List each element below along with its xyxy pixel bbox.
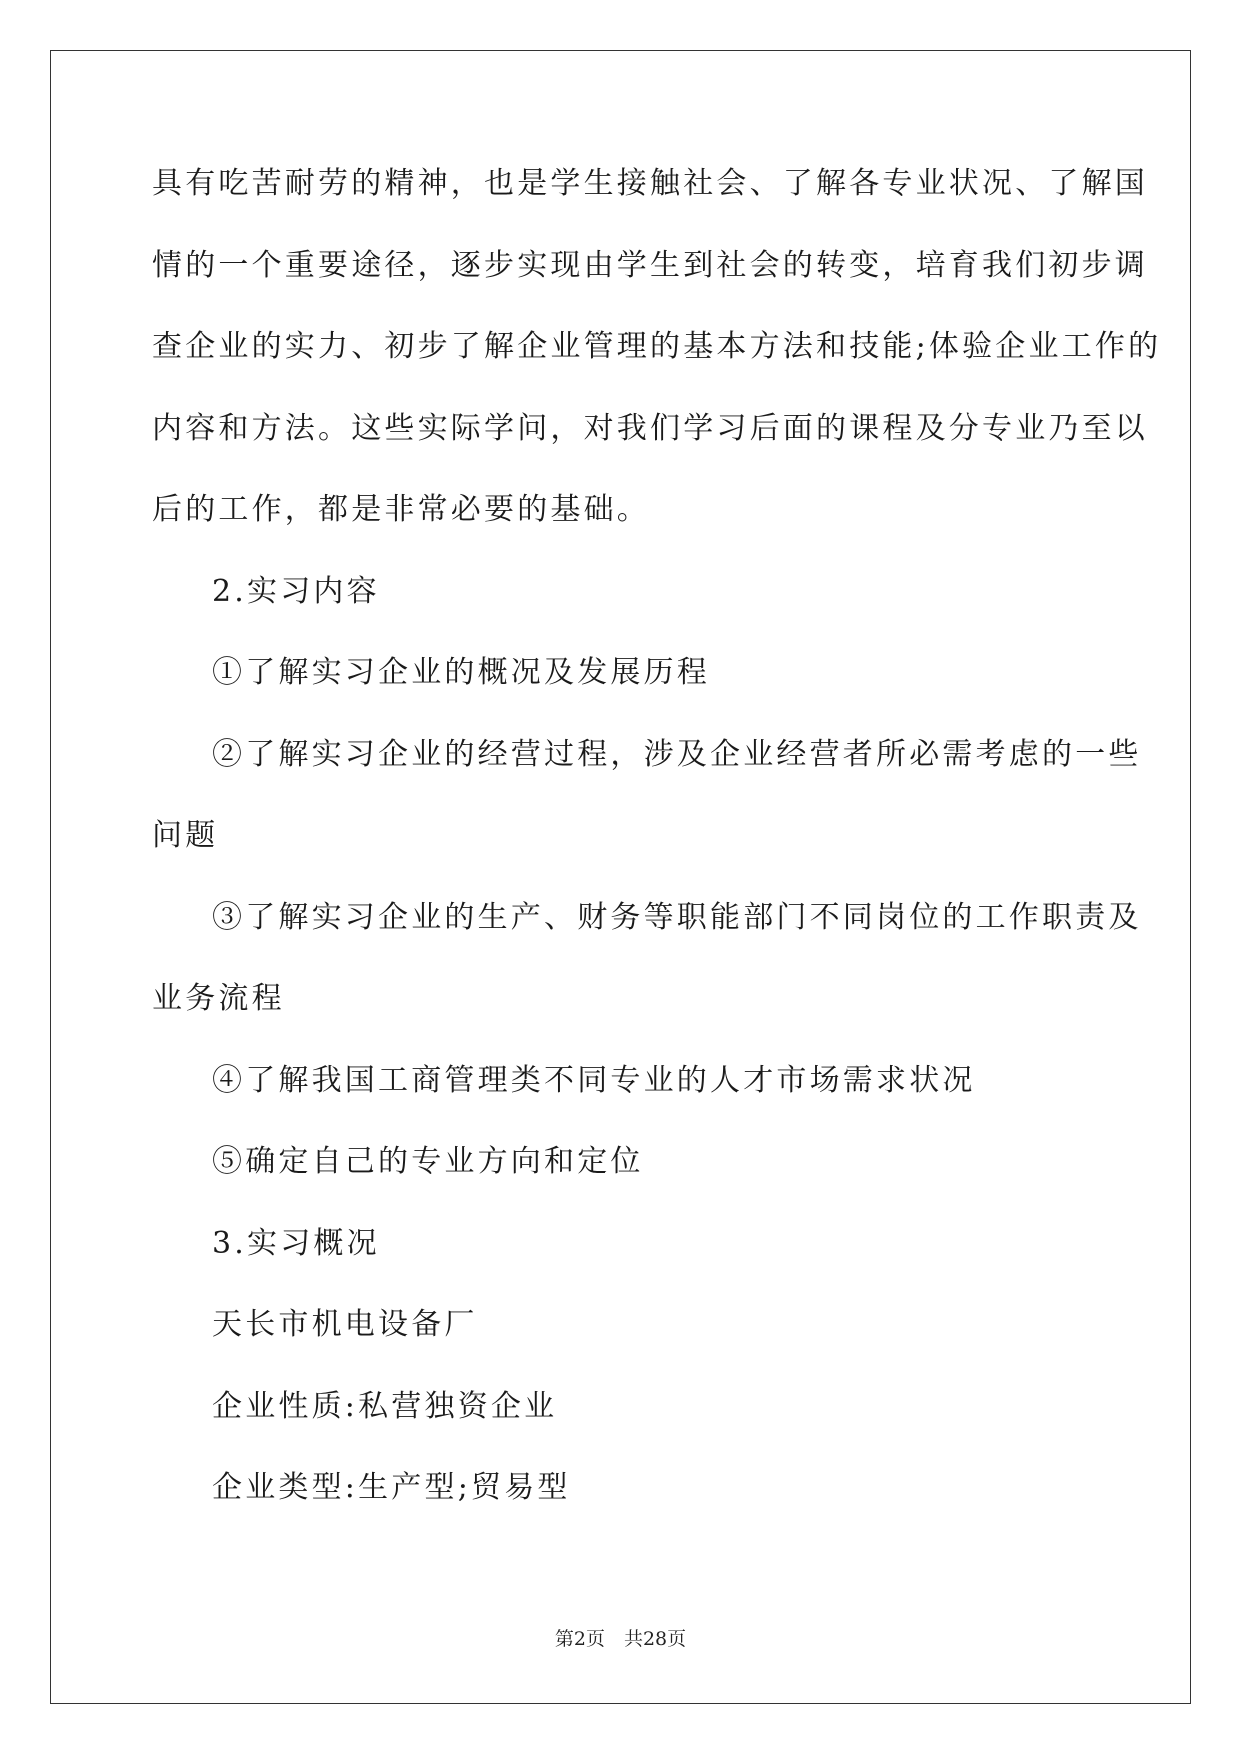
paragraph-line: 具有吃苦耐劳的精神，也是学生接触社会、了解各专业状况、了解国 <box>152 166 1148 201</box>
document-body <box>152 154 1162 1540</box>
page-number-footer: 第2页 共28页 <box>554 1628 687 1650</box>
paragraph-line: 查企业的实力、初步了解企业管理的基本方法和技能;体验企业工作的 <box>152 329 1162 364</box>
list-item: ③了解实习企业的生产、财务等职能部门不同岗位的工作职责及 <box>212 899 1142 935</box>
list-item: ④了解我国工商管理类不同专业的人才市场需求状况 <box>212 1062 976 1098</box>
section-heading: 3.实习概况 <box>212 1225 380 1261</box>
section-heading: 2.实习内容 <box>212 573 380 609</box>
list-item: ②了解实习企业的经营过程，涉及企业经营者所必需考虑的一些 <box>212 736 1142 772</box>
list-item: ①了解实习企业的概况及发展历程 <box>212 655 710 690</box>
list-item-continuation: 问题 <box>152 818 219 853</box>
list-item-continuation: 业务流程 <box>152 981 285 1016</box>
paragraph-line: 内容和方法。这些实际学问，对我们学习后面的课程及分专业乃至以 <box>152 410 1148 446</box>
paragraph-line: 情的一个重要途径，逐步实现由学生到社会的转变，培育我们初步调 <box>152 247 1148 283</box>
company-nature: 企业性质:私营独资企业 <box>212 1388 558 1424</box>
list-item: ⑤确定自己的专业方向和定位 <box>212 1144 644 1179</box>
company-name: 天长市机电设备厂 <box>212 1307 478 1342</box>
paragraph-line: 后的工作，都是非常必要的基础。 <box>152 492 650 527</box>
company-type: 企业类型:生产型;贸易型 <box>212 1470 571 1505</box>
